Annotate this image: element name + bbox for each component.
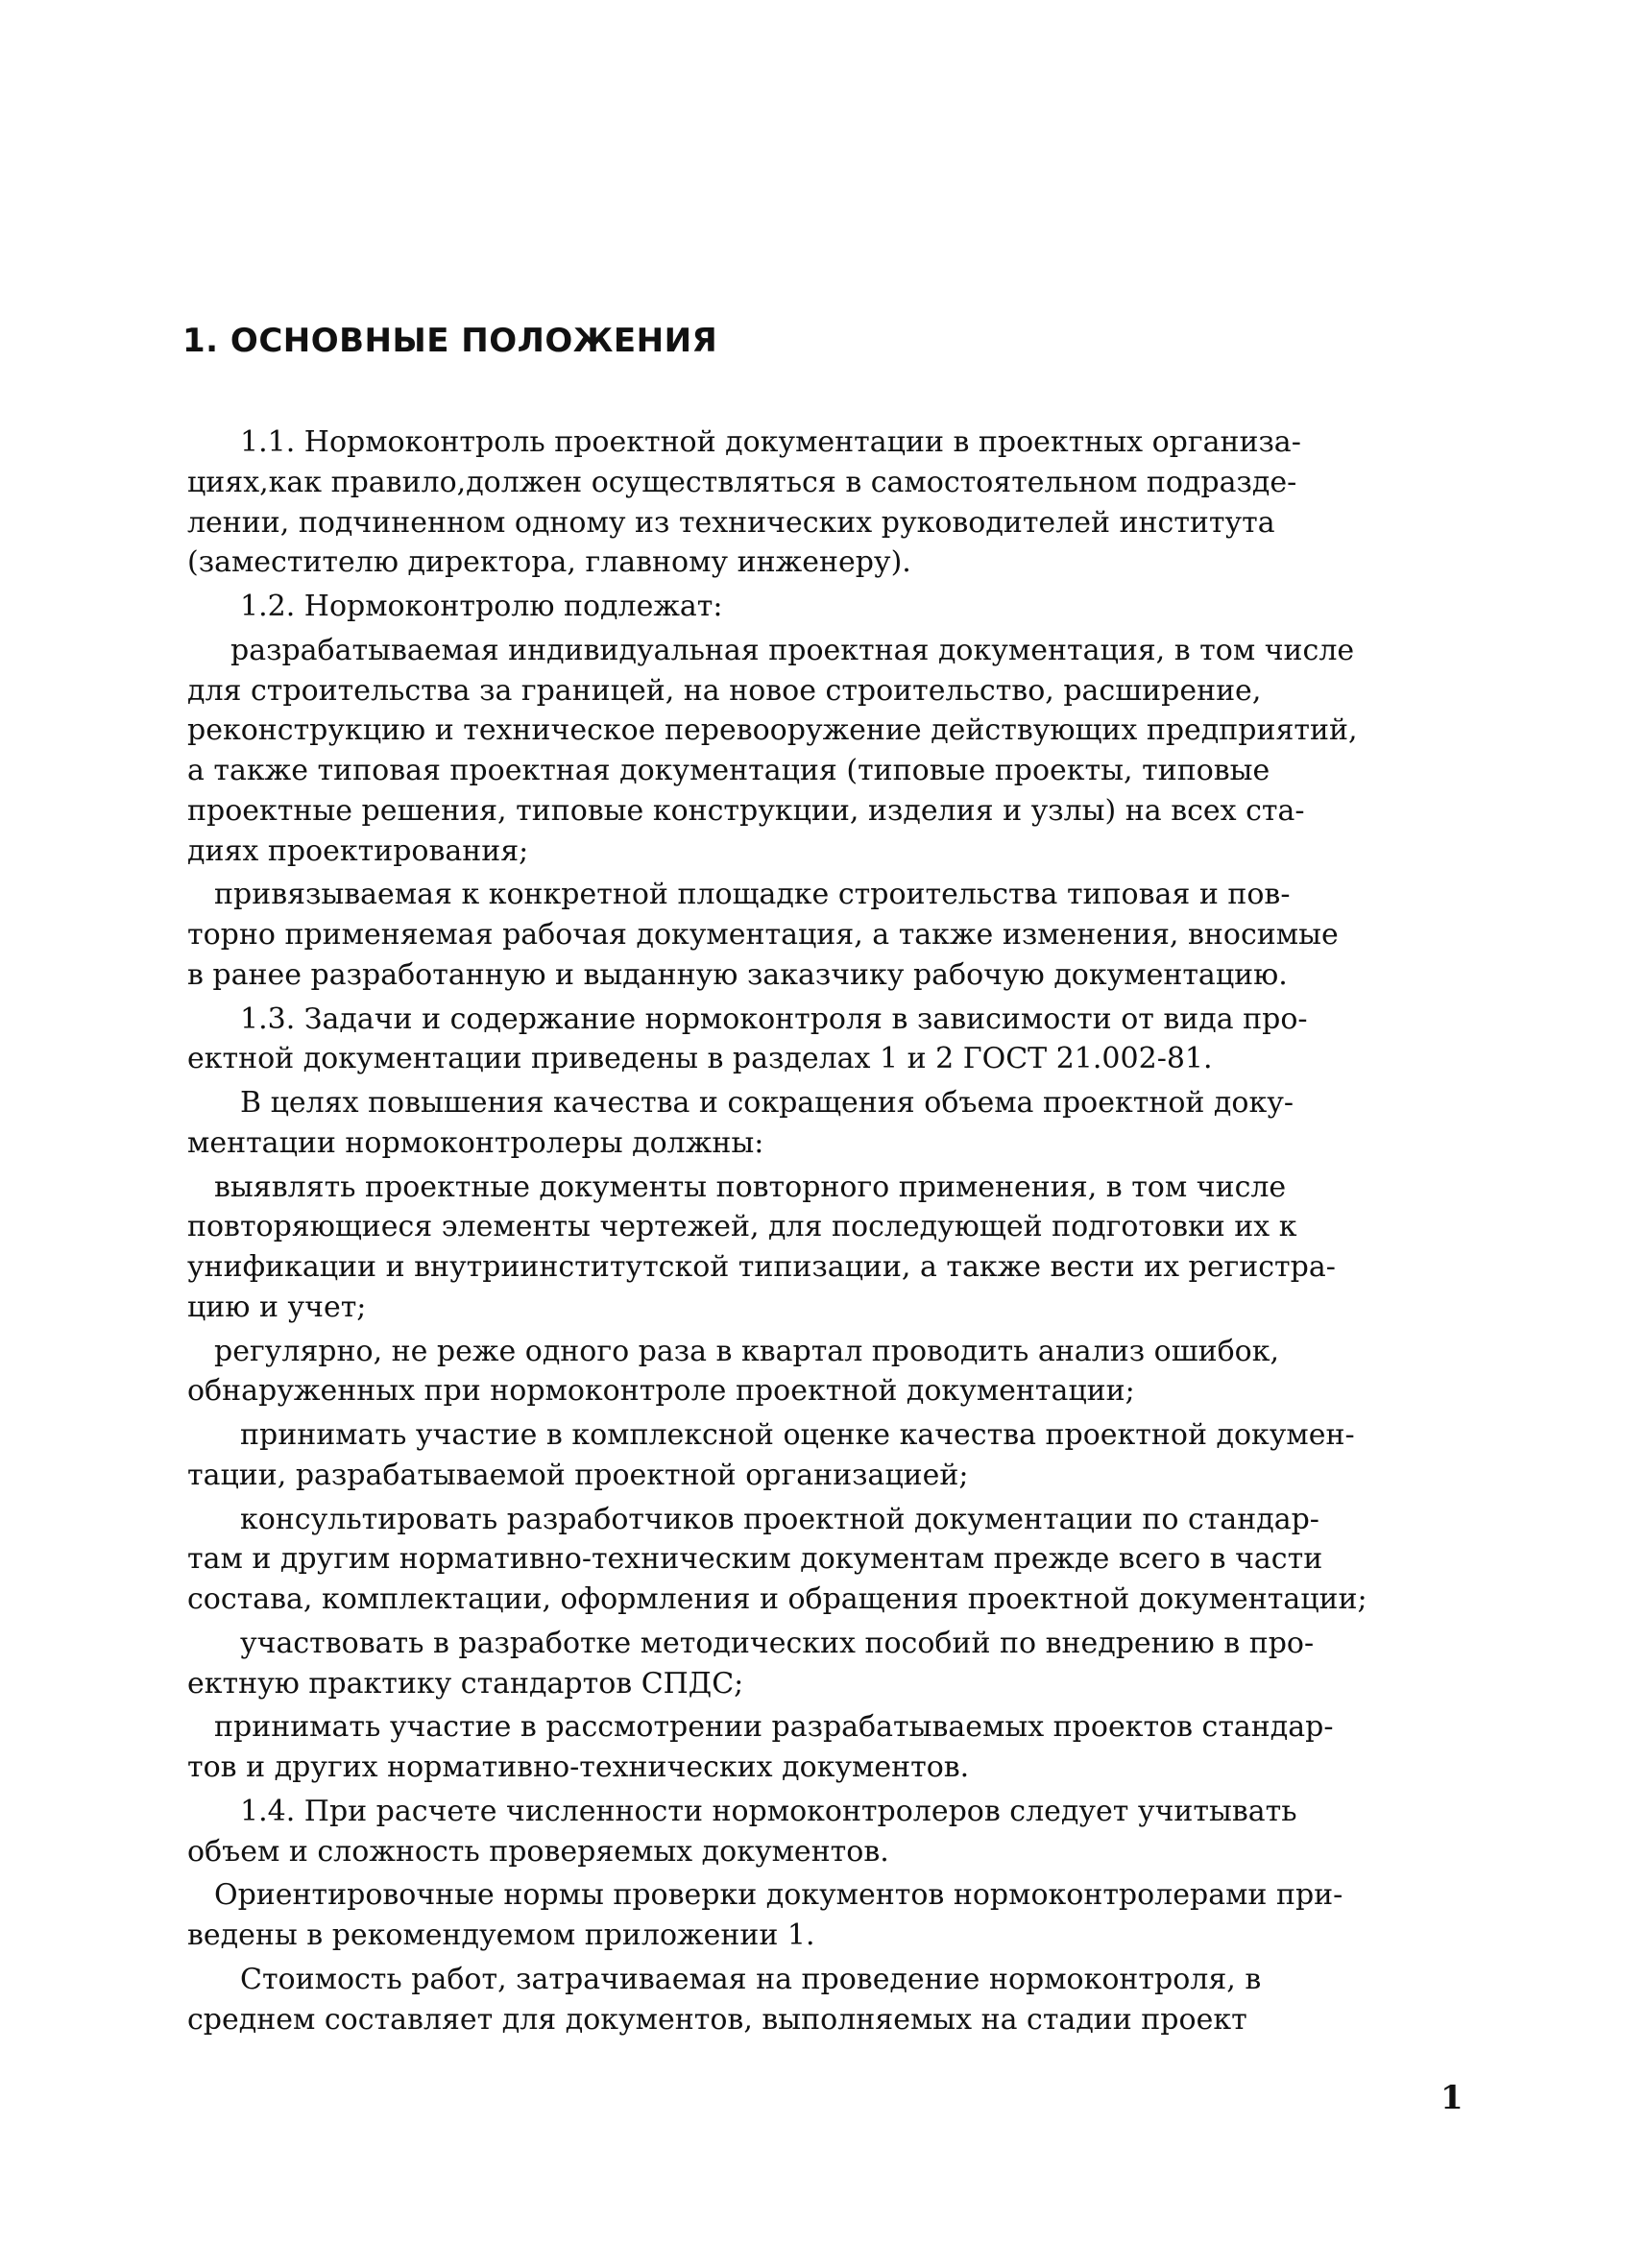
text-line: ведены в рекомендуемом приложении 1. xyxy=(187,1918,815,1952)
text-line: участвовать в разработке методических пособий по внедрению в про- xyxy=(240,1626,1315,1660)
text-line: тации, разрабатываемой проектной организацией; xyxy=(187,1458,969,1492)
text-line: циях,как правило,должен осуществляться в самостоятельном подразде- xyxy=(187,465,1297,499)
text-line: регулярно, не реже одного раза в квартал проводить анализ ошибок, xyxy=(214,1334,1280,1368)
text-line: тов и других нормативно-технических документов. xyxy=(187,1750,970,1784)
text-line: цию и учет; xyxy=(187,1290,367,1324)
text-line: а также типовая проектная документация (типовые проекты, типовые xyxy=(187,754,1270,787)
text-line: проектные решения, типовые конструкции, изделия и узлы) на всех ста- xyxy=(187,793,1305,828)
text-line: состава, комплектации, оформления и обращения проектной документации; xyxy=(187,1582,1367,1616)
text-line: 1.4. При расчете численности нормоконтролеров следует учитывать xyxy=(240,1794,1297,1828)
text-line: привязываемая к конкретной площадке строительства типовая и пов- xyxy=(214,878,1291,912)
text-line: среднем составляет для документов, выполняемых на стадии проект xyxy=(187,2002,1247,2037)
text-line: Ориентировочные нормы проверки документов нормоконтролерами при- xyxy=(214,1878,1343,1913)
text-line: (заместителю директора, главному инженеру). xyxy=(187,545,911,580)
text-line: унификации и внутриинститутской типизации, а также вести их регистра- xyxy=(187,1250,1336,1284)
text-line: диях проектирования; xyxy=(187,833,529,868)
text-line: ментации нормоконтролеры должны: xyxy=(187,1125,764,1160)
text-line: там и другим нормативно-техническим документам прежде всего в части xyxy=(187,1542,1323,1577)
text-line: В целях повышения качества и сокращения объема проектной доку- xyxy=(240,1086,1294,1120)
text-line: в ранее разработанную и выданную заказчику рабочую документацию. xyxy=(187,957,1288,992)
text-line: принимать участие в рассмотрении разрабатываемых проектов стандар- xyxy=(214,1710,1334,1745)
page-number: 1 xyxy=(1440,2079,1464,2117)
text-line: ектной документации приведены в разделах 1 и 2 ГОСТ 21.002-81. xyxy=(187,1042,1213,1076)
text-line: объем и сложность проверяемых документов. xyxy=(187,1834,889,1869)
text-line: реконструкцию и техническое перевооружение действующих предприятий, xyxy=(187,713,1358,748)
text-line: консультировать разработчиков проектной документации по стандар- xyxy=(240,1502,1319,1536)
text-line: 1.1. Нормоконтроль проектной документации в проектных организа- xyxy=(240,425,1301,459)
text-line: 1.3. Задачи и содержание нормоконтроля в зависимости от вида про- xyxy=(240,1001,1308,1036)
body-text xyxy=(187,422,1493,2039)
section-heading: 1. ОСНОВНЫЕ ПОЛОЖЕНИЯ xyxy=(182,322,718,360)
text-line: повторяющиеся элементы чертежей, для последующей подготовки их к xyxy=(187,1210,1297,1244)
text-line: разрабатываемая индивидуальная проектная документация, в том числе xyxy=(230,633,1355,667)
text-line: для строительства за границей, на новое строительство, расширение, xyxy=(187,673,1262,708)
text-line: 1.2. Нормоконтролю подлежат: xyxy=(240,590,723,623)
text-line: ектную практику стандартов СПДС; xyxy=(187,1666,744,1701)
text-line: принимать участие в комплексной оценке качества проектной докумен- xyxy=(240,1418,1355,1452)
text-line: лении, подчиненном одному из технических руководителей института xyxy=(187,505,1275,540)
text-line: торно применяемая рабочая документация, а также изменения, вносимые xyxy=(187,918,1339,952)
text-line: выявлять проектные документы повторного применения, в том числе xyxy=(214,1170,1287,1204)
text-line: Стоимость работ, затрачиваемая на проведение нормоконтроля, в xyxy=(240,1962,1262,1996)
text-line: обнаруженных при нормоконтроле проектной документации; xyxy=(187,1374,1135,1409)
